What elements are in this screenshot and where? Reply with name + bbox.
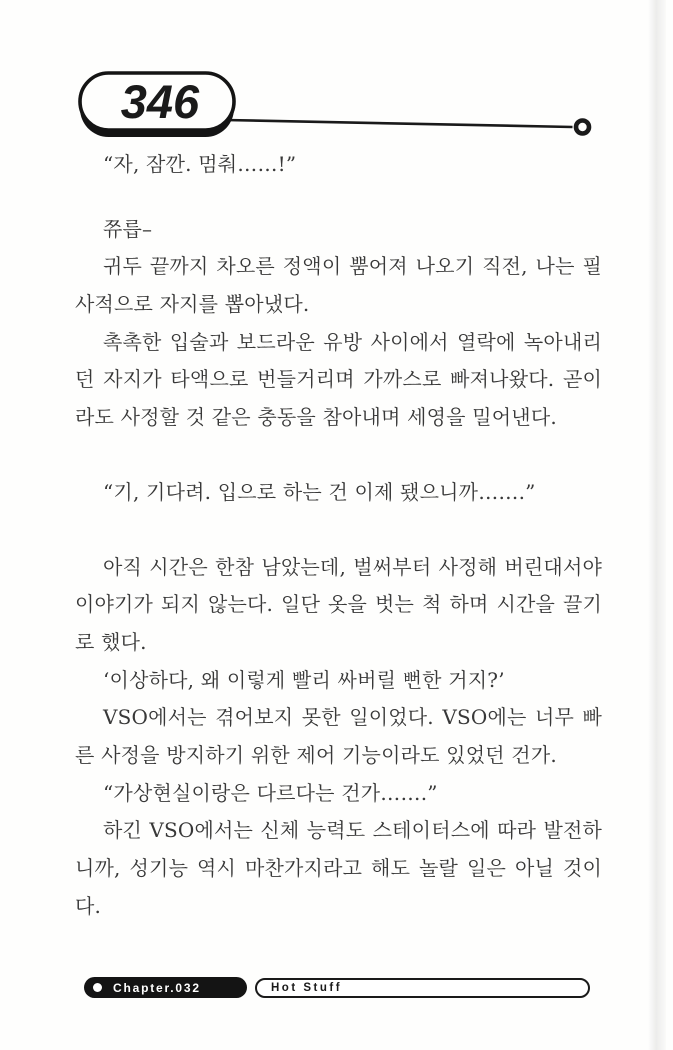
paragraph-block <box>75 211 602 249</box>
text-line: 로 했다. <box>75 629 147 654</box>
text-line: 이야기가 되지 않는다. 일단 옷을 벗는 척 하며 시간을 끌기 <box>75 592 602 617</box>
paragraph-block <box>75 248 602 323</box>
section-title-badge <box>255 978 590 998</box>
text-line: 하긴 VSO에서는 신체 능력도 스테이터스에 따라 발전하 <box>103 818 602 843</box>
text-line: 귀두 끝까지 차오른 정액이 뿜어져 나오기 직전, 나는 필 <box>103 254 602 279</box>
chapter-label: Chapter.032 <box>113 980 201 995</box>
text-line: VSO에서는 겪어보지 못한 일이었다. VSO에는 너무 빠 <box>103 705 602 730</box>
header-ring-icon <box>576 121 589 134</box>
paragraph-block <box>75 662 602 700</box>
text-line: “가상현실이랑은 다르다는 건가…….” <box>103 780 438 805</box>
page-header-ornament <box>0 0 673 160</box>
text-line: 쮸릅– <box>103 216 153 241</box>
paragraph-block <box>75 549 602 662</box>
bullet-dot-icon <box>93 983 102 992</box>
paragraph-block <box>75 699 602 774</box>
text-line: “기, 기다려. 입으로 하는 건 이제 됐으니까…….” <box>103 479 536 504</box>
text-line: 던 자지가 타액으로 번들거리며 가까스로 빠져나왔다. 곧이 <box>75 367 602 392</box>
chapter-badge <box>84 977 247 998</box>
text-line: ‘이상하다, 왜 이렇게 빨리 싸버릴 뻔한 거지?’ <box>103 667 505 692</box>
paragraph-block <box>75 812 602 925</box>
page-number: 346 <box>120 75 200 128</box>
header-rule-line <box>225 120 573 127</box>
text-line: “자, 잠깐. 멈춰……!” <box>103 152 297 176</box>
paragraph-block <box>75 474 602 512</box>
text-line: 촉촉한 입술과 보드라운 유방 사이에서 열락에 녹아내리 <box>103 329 602 354</box>
text-line: 다. <box>75 893 102 918</box>
body-text <box>75 146 602 925</box>
text-line: 아직 시간은 한참 남았는데, 벌써부터 사정해 버린대서야 <box>103 554 602 579</box>
paragraph-block <box>75 324 602 437</box>
paragraph-block <box>75 775 602 813</box>
text-line: 른 사정을 방지하기 위한 제어 기능이라도 있었던 건가. <box>75 742 557 767</box>
text-line: 니까, 성기능 역시 마찬가지라고 해도 놀랄 일은 아닐 것이 <box>75 856 602 880</box>
text-line: 사적으로 자지를 뽑아냈다. <box>75 292 310 317</box>
text-line: 라도 사정할 것 같은 충동을 참아내며 세영을 밀어낸다. <box>75 405 557 430</box>
section-title-label: Hot Stuff <box>271 982 343 994</box>
paragraph-block <box>75 146 602 184</box>
